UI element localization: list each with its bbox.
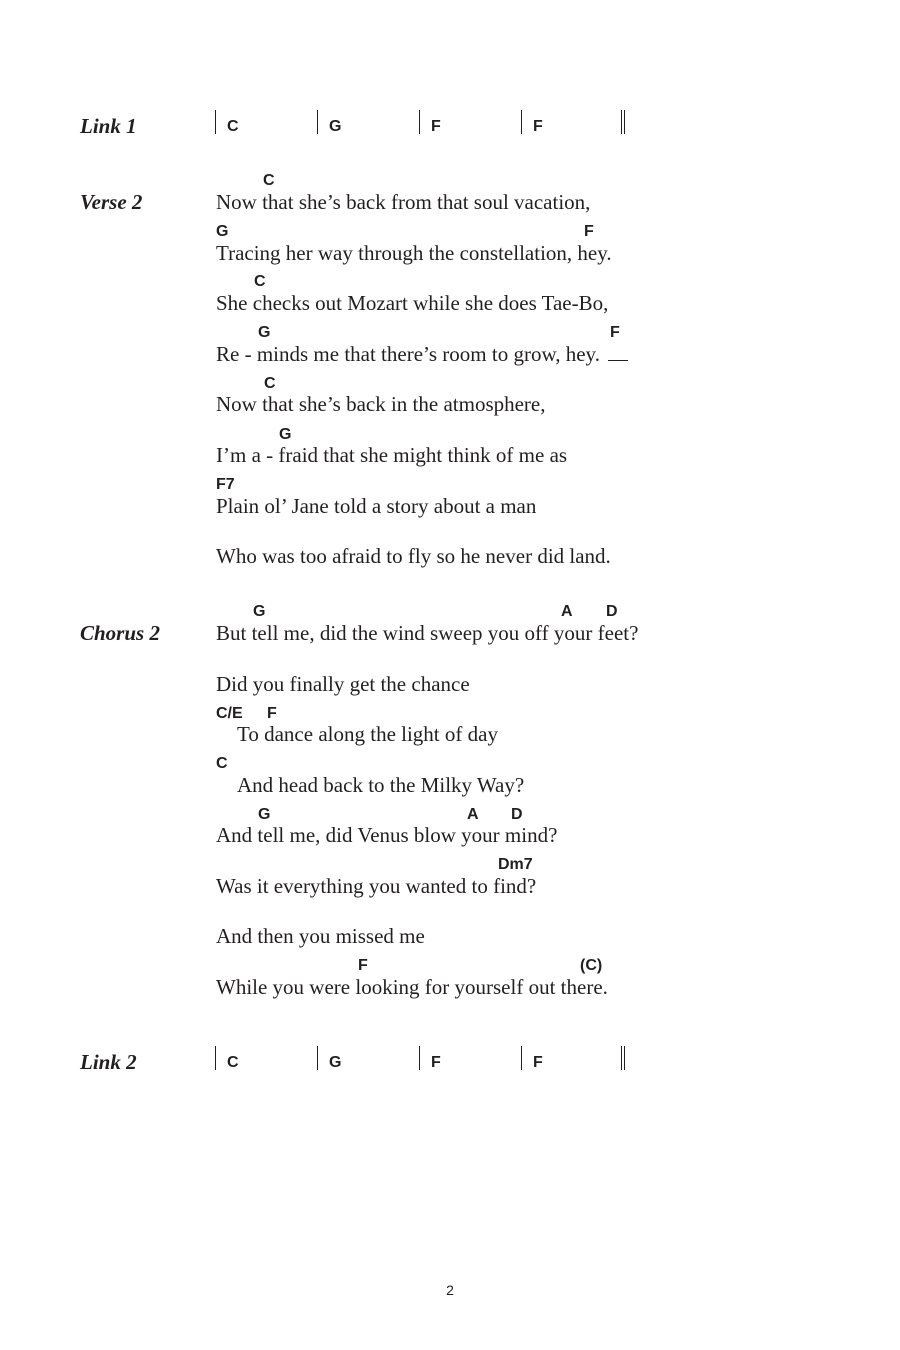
lyric-line: Now that she’s back in the atmosphere, <box>216 392 546 416</box>
chord: A <box>561 603 573 620</box>
section-label-link-1: Link 1 <box>80 114 137 138</box>
chord: C <box>263 172 275 189</box>
lyric-line: To dance along the light of day <box>237 722 498 746</box>
chord: G <box>216 223 229 240</box>
lyric-line: While you were looking for yourself out there. <box>216 975 608 999</box>
bar-line <box>521 1046 522 1070</box>
lyric-line: And head back to the Milky Way? <box>237 773 525 797</box>
chord: G <box>279 426 292 443</box>
lyric-line: She checks out Mozart while she does Tae-Bo, <box>216 291 609 315</box>
bar-line <box>215 1046 216 1070</box>
lyric-line: Plain ol’ Jane told a story about a man <box>216 494 537 518</box>
lyric-line: Did you finally get the chance <box>216 672 470 696</box>
lyric-line: And tell me, did Venus blow your mind? <box>216 823 558 847</box>
chord: (C) <box>580 957 603 974</box>
page-number: 2 <box>446 1282 454 1298</box>
bar-line <box>317 110 318 134</box>
link-2-chord-1: C <box>227 1054 239 1071</box>
bar-line <box>419 1046 420 1070</box>
chord: G <box>258 324 271 341</box>
link-2-chord-4: F <box>533 1054 543 1071</box>
chord: G <box>253 603 266 620</box>
chord: A <box>467 806 479 823</box>
link-1-chord-2: G <box>329 118 342 135</box>
lyric-line: Tracing her way through the constellation, hey. <box>216 241 612 265</box>
chord: C <box>216 755 228 772</box>
chord: C/E <box>216 705 243 722</box>
chord: F <box>267 705 277 722</box>
lyric-line: Re - minds me that there’s room to grow, hey. <box>216 342 600 366</box>
chord: D <box>511 806 523 823</box>
chord: F7 <box>216 476 235 493</box>
chord: F <box>584 223 594 240</box>
chord: G <box>258 806 271 823</box>
lyric-line: I’m a - fraid that she might think of me as <box>216 443 568 467</box>
link-2-chord-2: G <box>329 1054 342 1071</box>
chord: F <box>610 324 620 341</box>
final-double-bar-line <box>621 110 625 134</box>
link-1-chord-3: F <box>431 118 441 135</box>
final-double-bar-line <box>621 1046 625 1070</box>
chord: C <box>254 273 266 290</box>
bar-line <box>215 110 216 134</box>
chord: D <box>606 603 618 620</box>
section-label-verse-2: Verse 2 <box>80 190 143 214</box>
chord: F <box>358 957 368 974</box>
link-1-chord-4: F <box>533 118 543 135</box>
hold-line <box>608 360 628 361</box>
link-2-chord-3: F <box>431 1054 441 1071</box>
lyric-line: But tell me, did the wind sweep you off your feet? <box>216 621 639 645</box>
section-label-chorus-2: Chorus 2 <box>80 621 160 645</box>
lyric-line: Was it everything you wanted to find? <box>216 874 537 898</box>
bar-line <box>317 1046 318 1070</box>
chord: C <box>264 375 276 392</box>
link-1-chord-1: C <box>227 118 239 135</box>
bar-line <box>419 110 420 134</box>
lyric-line: And then you missed me <box>216 924 425 948</box>
bar-line <box>521 110 522 134</box>
lyric-line: Who was too afraid to fly so he never did land. <box>216 544 611 568</box>
lyric-line: Now that she’s back from that soul vacation, <box>216 190 591 214</box>
chord: Dm7 <box>498 856 533 873</box>
section-label-link-2: Link 2 <box>80 1050 137 1074</box>
